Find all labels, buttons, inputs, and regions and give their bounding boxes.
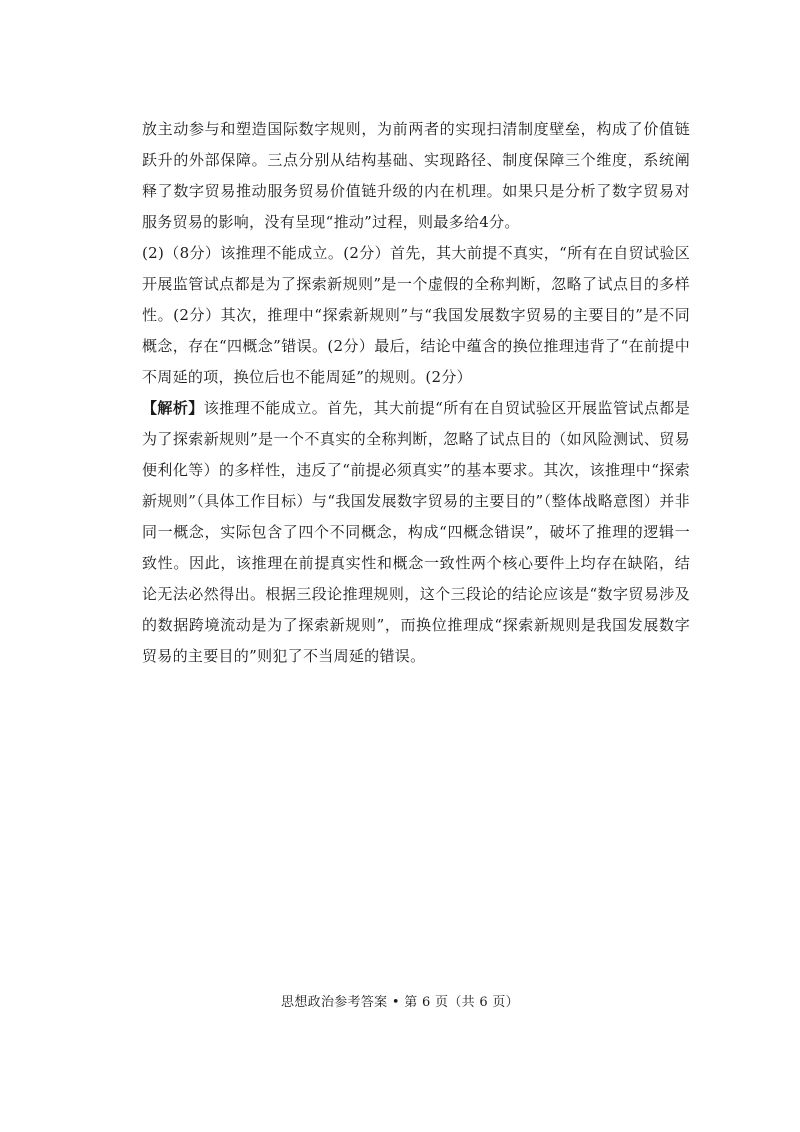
analysis-label: 【解析】 (142, 399, 204, 417)
analysis-text: 该推理不能成立。首先，其大前提“所有在自贸试验区开展监管试点都是为了探索新规则”是一个不真实的全称判断，忽略了试点目的（如风险测试、贸易便利化等）的多样性，违反了“前提必须真实”的基本要求。其次，该推理中“探索新规则”（具体工作目标）与“我国发展数字贸易的主要目的”（整体战略意图）并非同一概念，实际包含了四个不同概念，构成“四概念错误”，破坏了推理的逻辑一致性。因此，该推理在前提真实性和概念一致性两个核心要件上均存在缺陷，结论无法必然得出。根据三段论推理规则，这个三段论的结论应该是“数字贸易涉及的数据跨境流动是为了探索新规则”，而换位推理成“探索新规则是我国发展数字贸易的主要目的”则犯了不当周延的错误。 (142, 399, 690, 665)
page-footer: 思想政治参考答案 • 第 6 页（共 6 页） (281, 995, 519, 1010)
paragraph-continued-answer: 放主动参与和塑造国际数字规则，为前两者的实现扫清制度壁垒，构成了价值链跃升的外部保障。三点分别从结构基础、实现路径、制度保障三个维度，系统阐释了数字贸易推动服务贸易价值链升级的内在机理。如果只是分析了数字贸易对服务贸易的影响，没有呈现“推动”过程，则最多给4分。 (142, 120, 690, 231)
paragraph-question-2-answer: (2)（8分）该推理不能成立。(2分）首先，其大前提不真实，“所有在自贸试验区开展监管试点都是为了探索新规则”是一个虚假的全称判断，忽略了试点目的多样性。(2分）其次，推理中“探索新规则”与“我国发展数字贸易的主要目的”是不同概念，存在“四概念”错误。(2分）最后，结论中蕴含的换位推理违背了“在前提中不周延的项，换位后也不能周延”的规则。(2分） (142, 244, 690, 386)
answer-content (142, 114, 690, 672)
paragraph-analysis (142, 393, 690, 672)
